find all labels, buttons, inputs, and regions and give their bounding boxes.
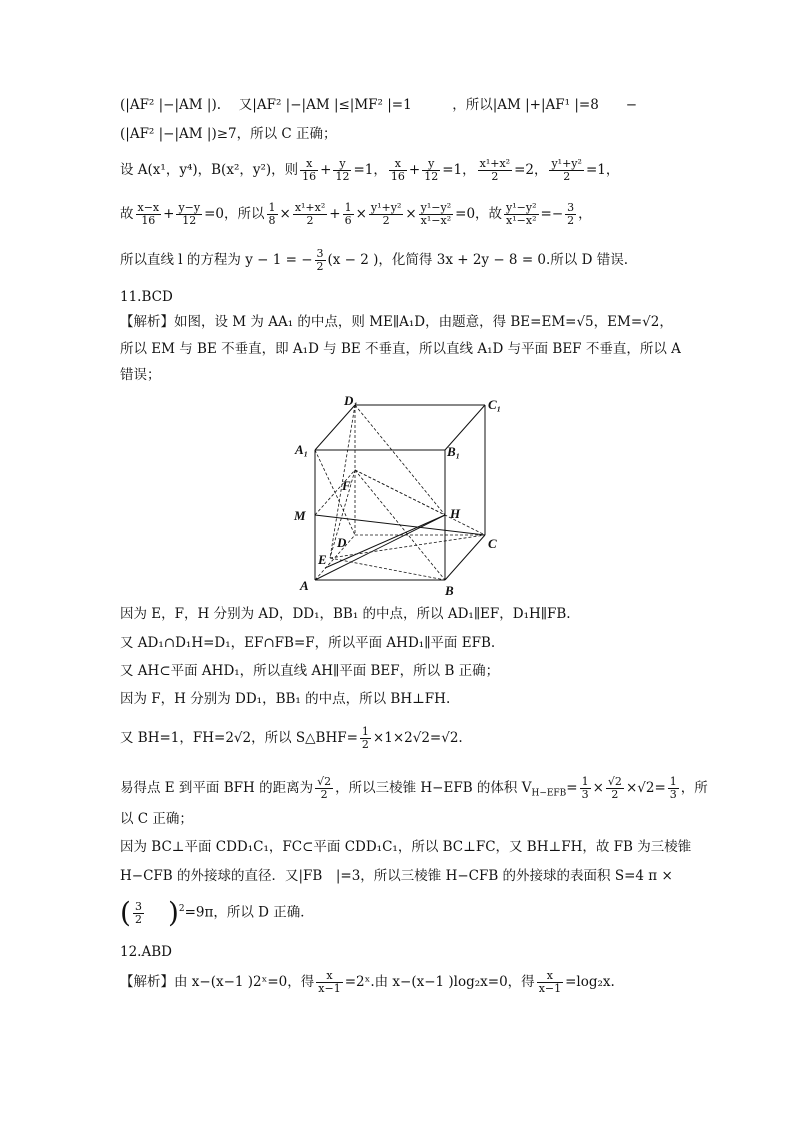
equation-line: 所以直线 l 的方程为 y − 1 = − $\frac{3}{2}$ (x − 2 )，化简得 3x + 2y − 8 = 0.所以 D 错误. bbox=[120, 247, 628, 273]
answer-header: 12.ABD bbox=[120, 944, 172, 960]
label-C: C bbox=[488, 536, 497, 551]
equation-line: 设 A(x¹，y⁴)，B(x²，y²)，则 $\frac{x}{16}$ + $\frac{y}{12}$ =1， $\frac{x}{16}$ + $\frac{y}{12}$ =1， $\frac{\text{x¹+x²}}{2}$ =2， $\frac{\text{y¹+y²}}{2}$ =1， bbox=[120, 157, 620, 183]
text-line: H−CFB 的外接球的直径．又|FB |=3，所以三棱锥 H−CFB 的外接球的表面积 S=4 π × bbox=[120, 868, 673, 884]
equation-line: 故 $\frac{x-x}{16}$ + $\frac{y-y}{12}$ =0，所以 $\frac{1}{8}$ × $\frac{\text{x¹+x²}}{2}$ + $\frac{1}{6}$ × $\frac{\text{y¹+y²}}{2}$ × $\frac{\text{y¹−y²}}{\text{x¹−x²}}$ =0，故 $\frac{\text{y¹−y²}}{\text{x¹−x²}}$ =− $\frac{3}{2}$ ， bbox=[120, 201, 592, 227]
text-line: 因为 F，H 分别为 DD₁，BB₁ 的中点，所以 BH⊥FH. bbox=[120, 691, 451, 707]
label-E: E bbox=[318, 552, 327, 567]
label-M: M bbox=[294, 508, 306, 523]
cube-figure bbox=[290, 390, 510, 600]
text-line: 因为 E，F，H 分别为 AD，DD₁，BB₁ 的中点，所以 AD₁∥EF，D₁H∥FB. bbox=[120, 606, 571, 622]
text-line: (|AF² |−|AM |)≥7，所以 C 正确； bbox=[120, 126, 337, 142]
label-B1: B₁ bbox=[447, 444, 461, 459]
equation-line: 【解析】由 x−(x−1 )2ˣ=0，得 $\frac{x}{x-1}$ =2ˣ.由 x−(x−1 )log₂x=0，得 $\frac{x}{x-1}$ =log₂x. bbox=[120, 969, 615, 995]
text-line: 错误； bbox=[120, 367, 161, 383]
text-line: 【解析】如图，设 M 为 AA₁ 的中点，则 ME∥A₁D，由题意，得 BE=EM=√5，EM=√2， bbox=[120, 314, 673, 330]
label-D: D bbox=[337, 535, 347, 550]
text-line: 因为 BC⊥平面 CDD₁C₁，FC⊂平面 CDD₁C₁，所以 BC⊥FC，又 BH⊥FH，故 FB 为三棱锥 bbox=[120, 839, 692, 855]
equation-line: 又 BH=1，FH=2√2，所以 S△BHF= $\frac{1}{2}$ ×1×2√2=√2. bbox=[120, 725, 463, 751]
label-A: A bbox=[300, 578, 309, 593]
equation-line: 易得点 E 到平面 BFH 的距离为 $\frac{√2}{2}$ ，所以三棱锥 H−EFB 的体积 $V_{H-EFB}=$ $\frac{1}{3}$ × $\frac{√2}{2}$ ×√2= $\frac{1}{3}$ ，所 bbox=[120, 775, 708, 801]
text-line: 又 AH⊂平面 AHD₁，所以直线 AH∥平面 BEF，所以 B 正确； bbox=[120, 663, 500, 679]
text-line: 以 C 正确； bbox=[120, 811, 193, 827]
label-D1: D₁ bbox=[344, 393, 358, 408]
answer-header: 11.BCD bbox=[120, 289, 173, 305]
text-line: (|AF² |−|AM |). 又|AF² |−|AM |≤|MF² |=1 ，所以|AM |+|AF¹ |=8 − bbox=[120, 97, 638, 113]
label-H: H bbox=[450, 506, 461, 521]
equation-line: ( $\frac{3}{2}$ )$^2$=9π，所以 D 正确． bbox=[120, 896, 314, 929]
label-C1: C₁ bbox=[488, 397, 502, 412]
text-line: 又 AD₁∩D₁H=D₁，EF∩FB=F，所以平面 AHD₁∥平面 EFB. bbox=[120, 635, 496, 651]
label-B: B bbox=[445, 583, 454, 598]
label-F: F bbox=[342, 478, 351, 493]
text-line: 所以 EM 与 BE 不垂直，即 A₁D 与 BE 不垂直，所以直线 A₁D 与平面 BEF 不垂直，所以 A bbox=[120, 341, 681, 357]
label-A1: A₁ bbox=[295, 442, 309, 457]
